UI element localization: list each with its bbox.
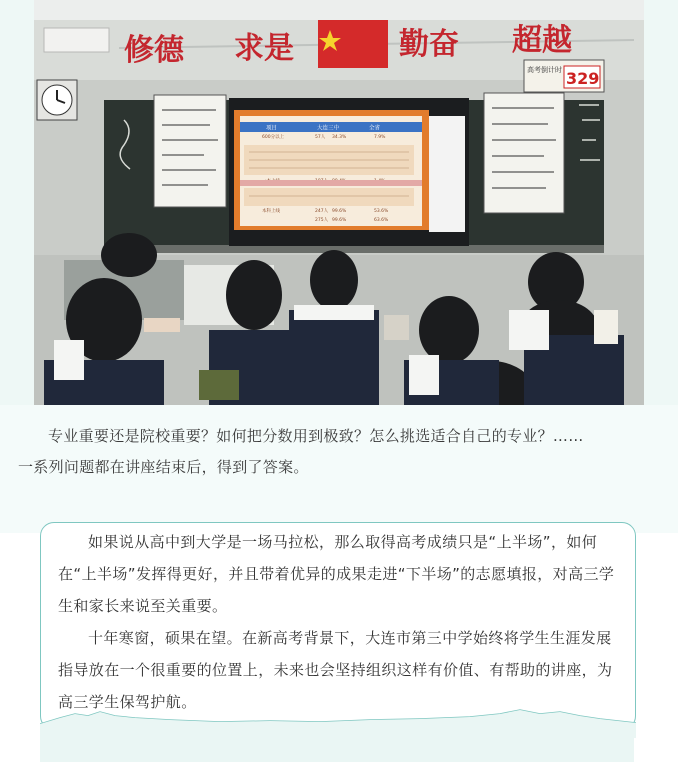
screen-row-4-province: 63.6% xyxy=(374,218,389,223)
screen-header-3: 全省 xyxy=(369,125,381,132)
intro-section xyxy=(0,405,678,533)
screen-row-1-rate: 34.3% xyxy=(332,135,347,140)
banner-char-1: 修德 xyxy=(124,33,184,68)
intro-line-2: 一系列问题都在讲座结束后，得到了答案。 xyxy=(18,458,309,476)
countdown-number: 329 xyxy=(566,69,600,88)
screen-row-1-count: 57人 xyxy=(315,135,326,140)
screen-row-3-count: 247人 xyxy=(315,209,329,214)
screen-header-1: 项目 xyxy=(266,125,278,132)
banner-char-2: 求是 xyxy=(234,31,294,66)
screen-row-3-rate: 99.6% xyxy=(332,209,347,214)
classroom-photo xyxy=(34,0,644,405)
screen-row-1-province: 7.9% xyxy=(374,135,386,140)
intro-paragraph xyxy=(18,421,662,483)
intro-line-1: 专业重要还是院校重要？如何把分数用到极致？怎么挑选适合自己的专业？…… xyxy=(48,427,584,445)
quote-paragraph-1: 如果说从高中到大学是一场马拉松，那么取得高考成绩只是“上半场”，如何在“上半场”发挥得更好，并且带着优异的成果走进“下半场”的志愿填报，对高三学生和家长来说至关重要。 xyxy=(58,533,615,615)
screen-row-4-count: 275人 xyxy=(315,218,329,223)
quote-paragraph-2: 十年寒窗，硕果在望。在新高考背景下，大连市第三中学始终将学生生涯发展指导放在一个很重要的位置上，未来也会坚持组织这样有价值、有帮助的讲座，为高三学生保驾护航。 xyxy=(58,629,613,711)
quote-content xyxy=(58,526,624,718)
screen-row-3-label: 本科上线 xyxy=(262,209,280,214)
screen-row-1-label: 600分以上 xyxy=(262,135,285,140)
screen-row-3-province: 53.6% xyxy=(374,209,389,214)
classroom-photo-illustration xyxy=(34,0,644,405)
banner-char-3: 勤奋 xyxy=(399,27,459,62)
screen-row-4-rate: 99.6% xyxy=(332,218,347,223)
banner-char-4: 超越 xyxy=(512,23,572,58)
countdown-label: 高考倒计时 xyxy=(527,66,562,74)
screen-header-2: 大连三中 xyxy=(317,125,340,132)
